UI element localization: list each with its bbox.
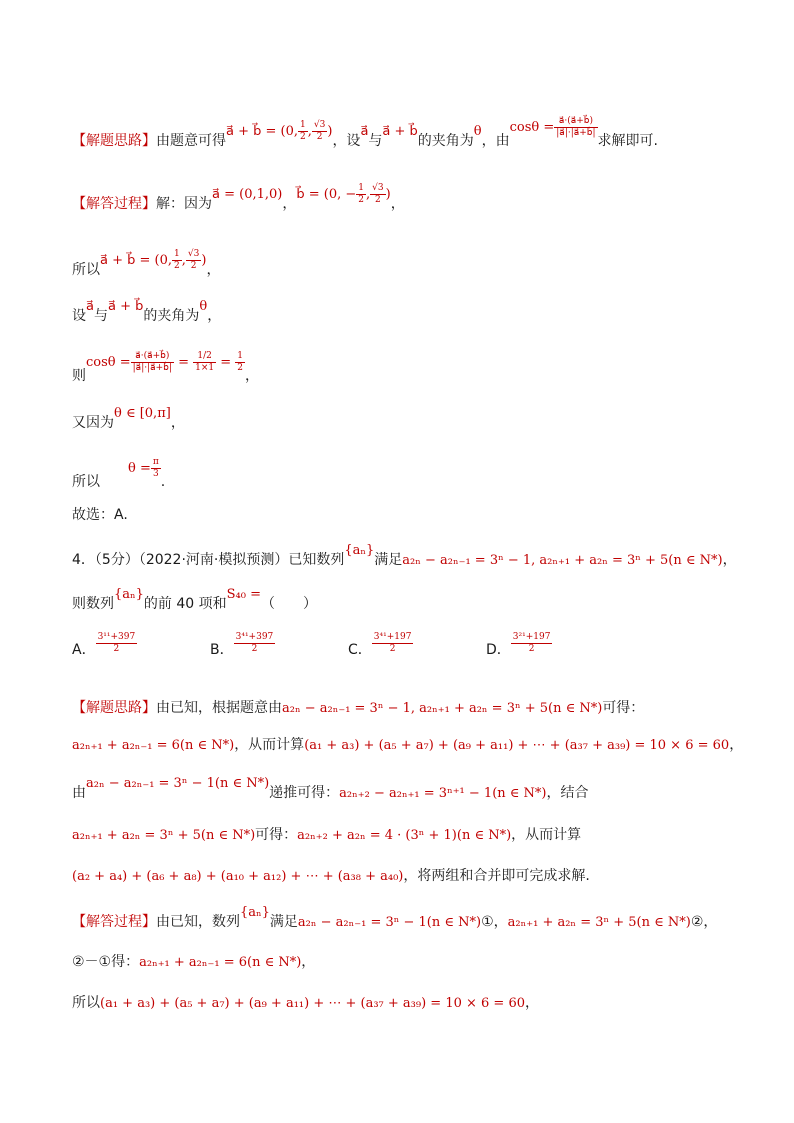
q3-set-line: 设a⃗与a⃗ + b⃗的夹角为θ， — [72, 299, 222, 324]
q3-process-line: 【解答过程】解：因为a⃗ = (0,1,0)，b⃗ = (0, − $\frac{1}{2}$ , $\frac{√3}{2}$ )， — [72, 183, 405, 212]
q4-process-line3: 所以(a₁ + a₃) + (a₅ + a₇) + (a₉ + a₁₁) + ⋯ + (a₃₇ + a₃₉) = 10 × 6 = 60， — [72, 995, 539, 1011]
option-b[interactable]: B． $\frac{\text{3⁴¹+397}}{2}$ — [210, 632, 274, 658]
q3-cos-line: 则cosθ = $\frac{a⃗\cdot(a⃗+b⃗)}{|a⃗|\cdot|a⃗+b⃗|}$ = $\frac{1/2}{1\times 1}$ = $\frac{1}{2}$ ， — [72, 351, 260, 384]
q4-process-line2: ②－①得：a₂ₙ₊₁ + a₂ₙ₋₁ = 6(n ∈ N*)， — [72, 954, 316, 970]
q4-question-line2: 则数列{aₙ}的前 40 项和S₄₀ =（ ） — [72, 587, 317, 612]
q3-sum-line: 所以a⃗ + b⃗ = (0, $\frac{1}{2}$ , $\frac{√3}{2}$ )， — [72, 249, 221, 278]
q4-thinking-line3: 由a₂ₙ − a₂ₙ₋₁ = 3ⁿ − 1(n ∈ N*)递推可得：a₂ₙ₊₂ − a₂ₙ₊₁ = 3ⁿ⁺¹ − 1(n ∈ N*)，结合 — [72, 776, 589, 801]
cos-formula: cosθ = $\frac{a⃗\cdot(a⃗+b⃗)}{|a⃗|\cdot|a⃗+b⃗|}$ — [509, 116, 596, 138]
q3-result-line: 所以θ = $\frac{\pi}{3}$ . — [72, 457, 166, 490]
q4-thinking-line1: 【解题思路】由已知，根据题意由a₂ₙ − a₂ₙ₋₁ = 3ⁿ − 1, a₂ₙ₊₁ + a₂ₙ = 3ⁿ + 5(n ∈ N*)可得： — [72, 700, 645, 716]
q3-thinking-line: 【解题思路】由题意可得a⃗ + b⃗ = (0, $\frac{1}{2}$ , $\frac{√3}{2}$ )，设a⃗与a⃗ + b⃗的夹角为θ，由cosθ = $\frac{a⃗\cdot(a⃗+b⃗)}{|a⃗|\cdot|a⃗+b⃗|}$ 求解即可. — [72, 116, 658, 149]
q4-thinking-line2: a₂ₙ₊₁ + a₂ₙ₋₁ = 6(n ∈ N*)，从而计算(a₁ + a₃) + (a₅ + a₇) + (a₉ + a₁₁) + ⋯ + (a₃₇ + a₃₉) = 10 × 6 = 60， — [72, 737, 744, 753]
math-expr: a⃗ + b⃗ = (0, $\frac{1}{2}$ , $\frac{√3}{2}$ ) — [226, 120, 333, 142]
q3-range-line: 又因为θ ∈ [0,π]， — [72, 406, 185, 431]
q4-process-line1: 【解答过程】由已知，数列{aₙ}满足a₂ₙ − a₂ₙ₋₁ = 3ⁿ − 1(n ∈ N*)①，a₂ₙ₊₁ + a₂ₙ = 3ⁿ + 5(n ∈ N*)②， — [72, 905, 718, 930]
option-c[interactable]: C． $\frac{\text{3⁴¹+197}}{2}$ — [348, 632, 412, 658]
q4-question-line1: 4．（5分）（2022·河南·模拟预测）已知数列{aₙ}满足a₂ₙ − a₂ₙ₋₁ = 3ⁿ − 1, a₂ₙ₊₁ + a₂ₙ = 3ⁿ + 5(n ∈ N*)， — [72, 543, 737, 568]
thinking-tag: 【解题思路】 — [72, 133, 156, 149]
option-a[interactable]: A． $\frac{\text{3¹¹+397}}{2}$ — [72, 632, 136, 658]
q4-thinking-line5: (a₂ + a₄) + (a₆ + a₈) + (a₁₀ + a₁₂) + ⋯ + (a₃₈ + a₄₀)，将两组和合并即可完成求解. — [72, 868, 590, 884]
option-d[interactable]: D． $\frac{\text{3²¹+197}}{2}$ — [486, 632, 551, 658]
q4-thinking-line4: a₂ₙ₊₁ + a₂ₙ = 3ⁿ + 5(n ∈ N*)可得：a₂ₙ₊₂ + a₂ₙ = 4 · (3ⁿ + 1)(n ∈ N*)，从而计算 — [72, 827, 582, 843]
q3-answer: 故选：A. — [72, 507, 128, 523]
